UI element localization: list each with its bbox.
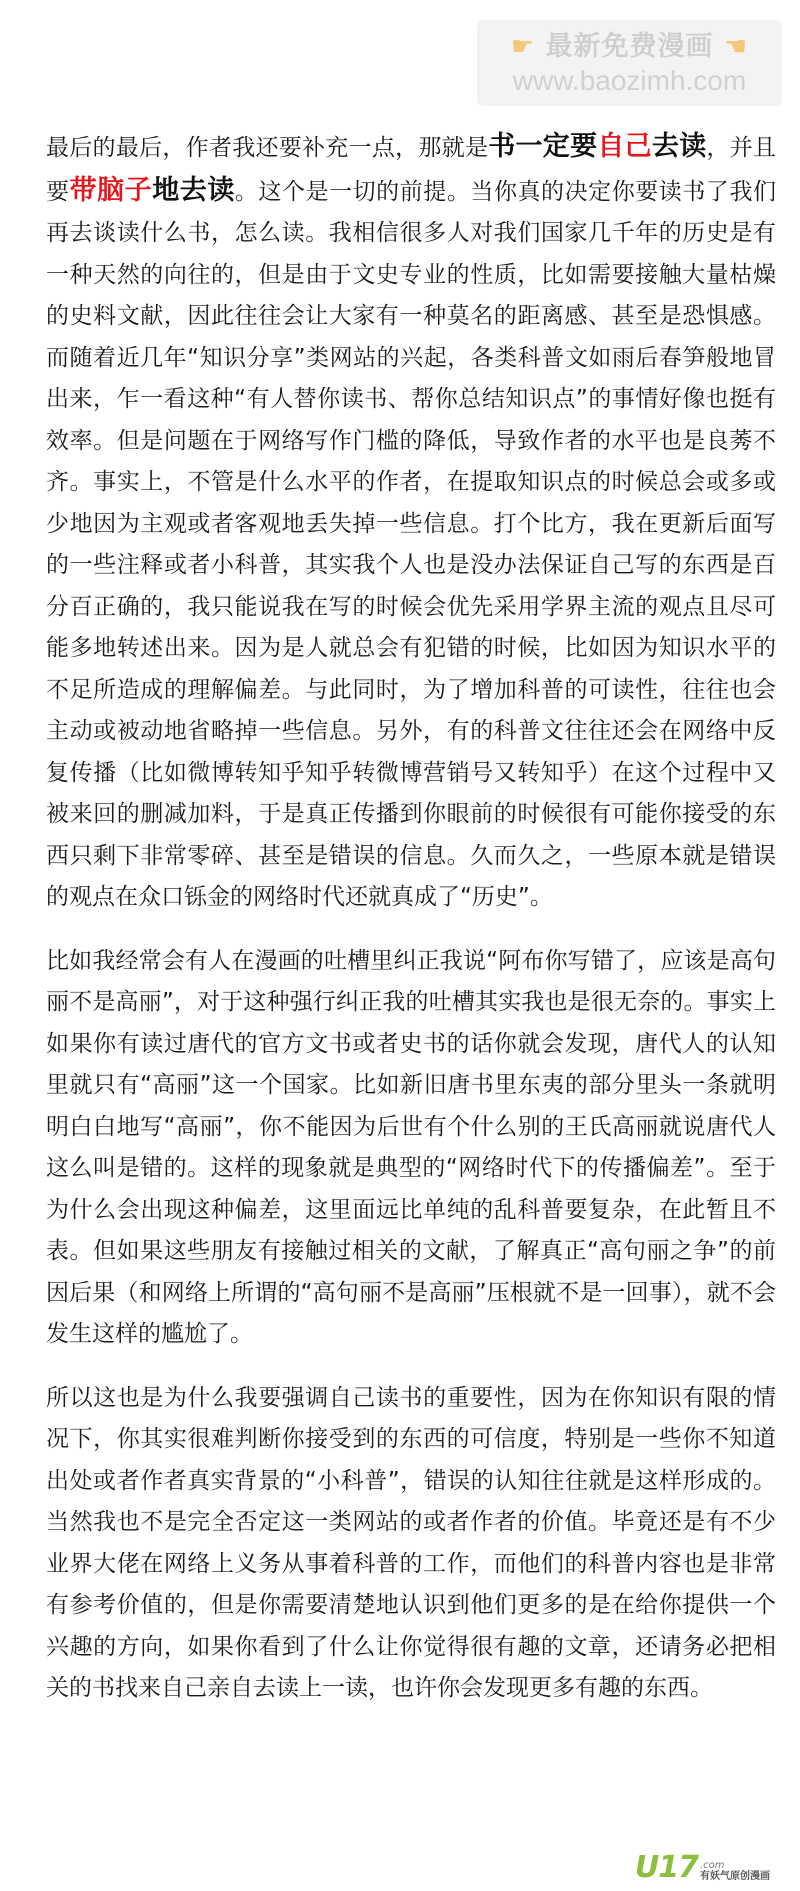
pointing-hand-icon: ☚ [723, 32, 749, 62]
watermark-banner [477, 20, 782, 106]
paragraph-1-intro: 最后的最后，作者我还要补充一点，那就是 [46, 135, 489, 161]
watermark-url: www.baozimh.com [512, 65, 747, 96]
paragraph-1-mid: ，并且要 [46, 135, 777, 205]
logo-side [700, 1861, 770, 1883]
emphasis-part: 地去读 [152, 174, 235, 206]
paragraph-3: 所以这也是为什么我要强调自己读书的重要性，因为在你知识有限的情况下，你其实很难判断你接受到的东西的可信度，特别是一些你不知道出处或者作者真实背景的“小科普”，错误的认知往往就是这样形成的。当然我也不是完全否定这一类网站的或者作者的价值。毕竟还是有不少业界大佬在网络上义务从事着科普的工作，而他们的科普内容也是非常有参考价值的，但是你需要清楚地认识到他们更多的是在给你提供一个兴趣的方向，如果你看到了什么让你觉得很有趣的文章，还请务必把相关的书找来自己亲自去读上一读，也许你会发现更多有趣的东西。 [46, 1384, 776, 1701]
pointing-hand-icon: ☛ [510, 32, 536, 62]
emphasis-red-self: 自己 [597, 131, 652, 162]
emphasis-use-brain [70, 175, 235, 206]
emphasis-part: 书一定要 [488, 131, 598, 162]
emphasis-red-brain: 带脑子 [69, 174, 153, 206]
emphasis-part: 去读 [651, 131, 707, 162]
watermark-title-text: 最新免费漫画 [545, 31, 714, 62]
logo-slogan: 有妖气原创漫画 [700, 1871, 770, 1882]
paragraph-1-rest: 。这个是一切的前提。当你真的决定你要读书了我们再去谈读什么书，怎么读。我相信很多人对我们国家几千年的历史是有一种天然的向往的，但是由于文史专业的性质，比如需要接触大量枯燥的史料文献，因此往往会让大家有一种莫名的距离感、甚至是恐惧感。而随着近几年“知识分享”类网站的兴起，各类科普文如雨后春笋般地冒出来，乍一看这种“有人替你读书、帮你总结知识点”的事情好像也挺有效率。但是问题在于网络写作门槛的降低，导致作者的水平也是良莠不齐。事实上，不管是什么水平的作者，在提取知识点的时候总会或多或少地因为主观或者客观地丢失掉一些信息。打个比方，我在更新后面写的一些注释或者小科普，其实我个人也是没办法保证自己写的东西是百分百正确的，我只能说我在写的时候会优先采用学界主流的观点且尽可能多地转述出来。因为是人就总会有犯错的时候，比如因为知识水平的不足所造成的理解偏差。与此同时，为了增加科普的可读性，往往也会主动或被动地省略掉一些信息。另外，有的科普文往往还会在网络中反复传播（比如微博转知乎知乎转微博营销号又转知乎）在这个过程中又被来回的删减加料，于是真正传播到你眼前的时候很有可能你接受的东西只剩下非常零碎、甚至是错误的信息。久而久之，一些原本就是错误的观点在众口铄金的网络时代还就真成了“历史”。 [46, 178, 777, 910]
watermark-title [477, 30, 782, 64]
emphasis-read-yourself [488, 131, 706, 162]
paragraph-2: 比如我经常会有人在漫画的吐槽里纠正我说“阿布你写错了，应该是高句丽不是高丽”，对于这种强行纠正我的吐槽其实我也是很无奈的。事实上如果你有读过唐代的官方文书或者史书的话你就会发现，唐代人的认知里就只有“高丽”这一个国家。比如新旧唐书里东夷的部分里头一条就明明白白地写“高丽”，你不能因为后世有个什么别的王氏高丽就说唐代人这么叫是错的。这样的现象就是典型的“网络时代下的传播偏差”。至于为什么会出现这种偏差，这里面远比单纯的乱科普要复杂，在此暂且不表。但如果这些朋友有接触过相关的文献，了解真正“高句丽之争”的前因后果（和网络上所谓的“高句丽不是高丽”压根就不是一回事），就不会发生这样的尴尬了。 [46, 947, 776, 1347]
article-body [46, 126, 776, 1732]
logo-mark: U17 [634, 1850, 698, 1885]
paragraph-1 [46, 126, 776, 919]
u17-logo [634, 1850, 770, 1885]
logo-domain: .com [700, 1860, 725, 1871]
